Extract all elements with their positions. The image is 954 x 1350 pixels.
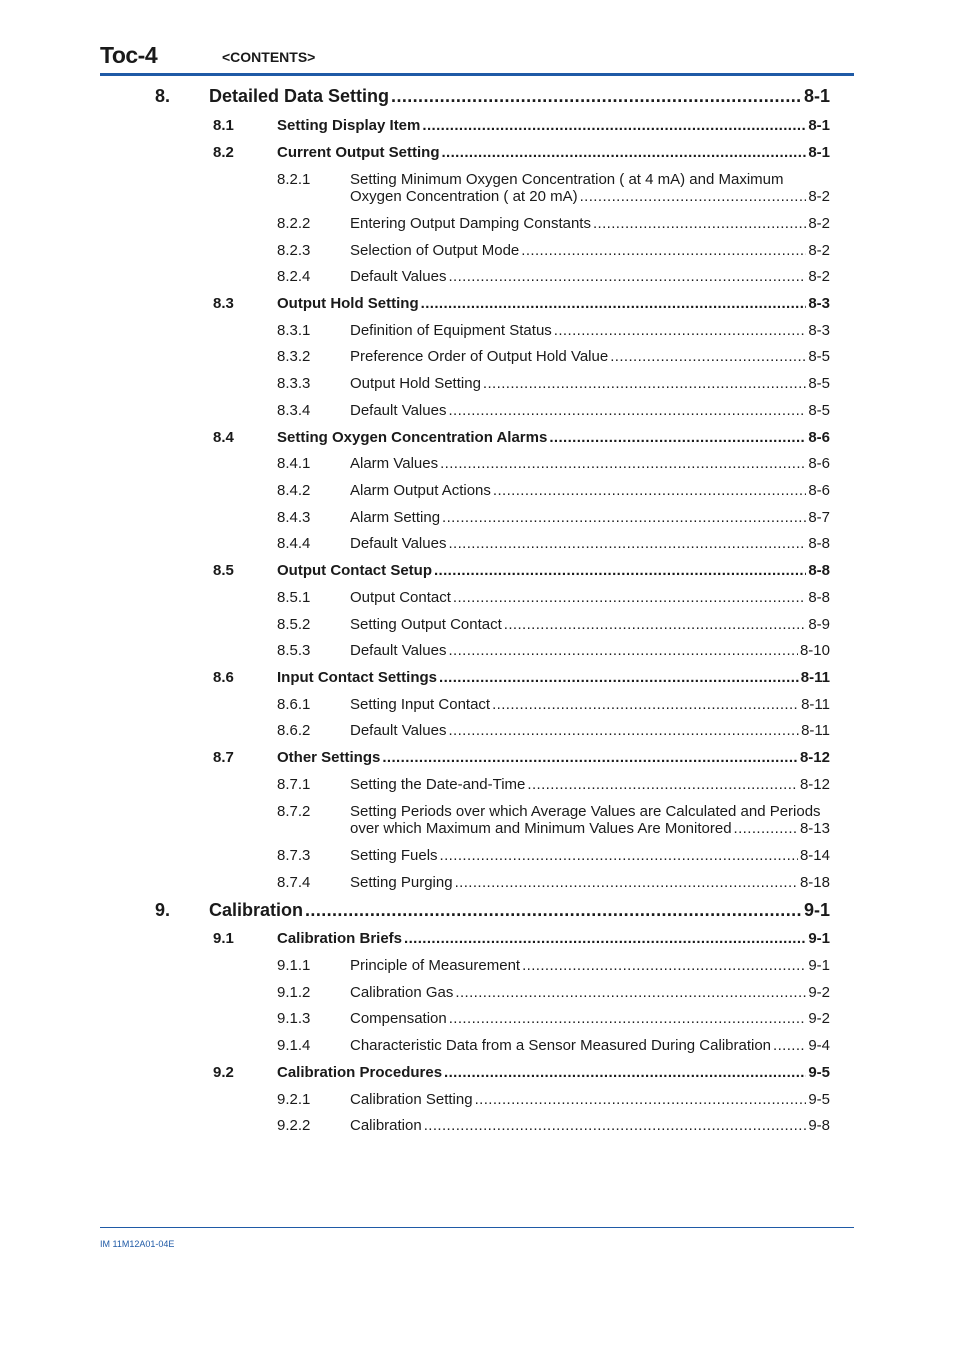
- footer-divider: [100, 1227, 854, 1228]
- toc-number: 9.1.3: [277, 1010, 311, 1027]
- toc-title: Default Values: [350, 402, 447, 419]
- toc-title: Setting Output Contact: [350, 616, 502, 633]
- toc-entry: [277, 930, 830, 947]
- toc-page: 8-8: [808, 589, 830, 606]
- toc-page: 8-12: [799, 749, 830, 766]
- toc-entry: [350, 874, 830, 891]
- toc-title: Calibration Setting: [350, 1091, 473, 1108]
- toc-page: 8-2: [808, 215, 830, 232]
- dot-leader: [483, 375, 806, 392]
- toc-number: 8.7: [213, 749, 234, 766]
- dot-leader: [527, 776, 798, 793]
- toc-page: 8-7: [808, 509, 830, 526]
- toc-number: 8.: [155, 86, 171, 106]
- toc-title: Setting Oxygen Concentration Alarms: [277, 429, 548, 446]
- toc-page: 9-8: [808, 1117, 830, 1134]
- toc-title: Principle of Measurement: [350, 957, 521, 974]
- toc-number: 8.7.3: [277, 847, 311, 864]
- toc-page: 8-11: [801, 722, 830, 739]
- toc-title: Output Contact Setup: [277, 562, 432, 579]
- toc-title: Setting the Date-and-Time: [350, 776, 526, 793]
- toc-page: 8-11: [801, 696, 830, 713]
- toc-number: 8.2.3: [277, 242, 311, 259]
- toc-title-line-2: Oxygen Concentration ( at 20 mA): [350, 188, 578, 205]
- dot-leader: [404, 930, 806, 947]
- toc-page: 9-1: [803, 900, 830, 920]
- toc-number: 8.4.1: [277, 455, 311, 472]
- toc-title: Current Output Setting: [277, 144, 440, 161]
- toc-number: 9.1.2: [277, 984, 311, 1001]
- dot-leader: [448, 722, 799, 739]
- toc-number: 8.2.2: [277, 215, 311, 232]
- toc-entry: [350, 1117, 830, 1134]
- toc-title: Setting Purging: [350, 874, 453, 891]
- toc-page: 9-2: [808, 1010, 830, 1027]
- toc-number: 8.5.1: [277, 589, 311, 606]
- toc-number: 8.2.1: [277, 171, 311, 188]
- toc-number: 8.1: [213, 117, 234, 134]
- toc-entry: [277, 669, 830, 686]
- toc-page: 9-2: [808, 984, 830, 1001]
- toc-entry: [209, 900, 830, 921]
- toc-title: Detailed Data Setting: [209, 86, 390, 106]
- toc-entry: [277, 117, 830, 134]
- toc-page: 8-6: [808, 455, 830, 472]
- dot-leader: [434, 562, 806, 579]
- toc-number: 8.7.2: [277, 803, 311, 820]
- toc-page: 8-18: [799, 874, 830, 891]
- toc-page: 8-8: [808, 535, 830, 552]
- toc-title: Definition of Equipment Status: [350, 322, 552, 339]
- toc-entry: [209, 86, 830, 107]
- toc-number: 8.4: [213, 429, 234, 446]
- toc-title: Alarm Values: [350, 455, 439, 472]
- dot-leader: [453, 589, 806, 606]
- toc-entry: [350, 847, 830, 864]
- toc-entry: [350, 482, 830, 499]
- dot-leader: [440, 455, 806, 472]
- toc-entry: [350, 616, 830, 633]
- toc-title: Input Contact Settings: [277, 669, 437, 686]
- toc-title: Default Values: [350, 535, 447, 552]
- toc-page: 8-10: [799, 642, 830, 659]
- toc-title: Output Hold Setting: [277, 295, 419, 312]
- toc-entry: [350, 375, 830, 392]
- toc-page: 8-5: [808, 375, 830, 392]
- toc-title: Output Contact: [350, 589, 451, 606]
- dot-leader: [448, 642, 798, 659]
- dot-leader: [455, 984, 806, 1001]
- toc-number: 8.3: [213, 295, 234, 312]
- toc-entry: [350, 803, 830, 837]
- toc-title: Setting Display Item: [277, 117, 421, 134]
- toc-entry: [350, 215, 830, 232]
- dot-leader: [448, 268, 806, 285]
- dot-leader: [382, 749, 798, 766]
- dot-leader: [440, 847, 798, 864]
- toc-page: 9-4: [808, 1037, 830, 1054]
- toc-entry: [277, 1064, 830, 1081]
- dot-leader: [734, 820, 798, 837]
- toc-entry: [277, 144, 830, 161]
- toc-page: 8-6: [808, 482, 830, 499]
- toc-entry: [350, 402, 830, 419]
- toc-number: 8.2.4: [277, 268, 311, 285]
- toc-number: 8.3.4: [277, 402, 311, 419]
- dot-leader: [448, 535, 806, 552]
- toc-number: 8.3.3: [277, 375, 311, 392]
- toc-entry: [350, 455, 830, 472]
- toc-entry: [350, 1037, 830, 1054]
- toc-number: 8.7.4: [277, 874, 311, 891]
- toc-page: 8-11: [800, 669, 830, 686]
- toc-entry: [350, 642, 830, 659]
- toc-number: 8.4.4: [277, 535, 311, 552]
- toc-title: Entering Output Damping Constants: [350, 215, 591, 232]
- toc-title-line-1: Setting Minimum Oxygen Concentration ( at 4 mA) and Maximum: [350, 171, 784, 188]
- toc-page: 8-3: [808, 295, 830, 312]
- dot-leader: [444, 1064, 806, 1081]
- toc-title-line-2: over which Maximum and Minimum Values Are Monitored: [350, 820, 732, 837]
- dot-leader: [449, 1010, 807, 1027]
- toc-number: 9.2.2: [277, 1117, 311, 1134]
- dot-leader: [522, 957, 806, 974]
- dot-leader: [773, 1037, 806, 1054]
- toc-page: 8-3: [808, 322, 830, 339]
- toc-entry: [277, 562, 830, 579]
- toc-number: 9.1: [213, 930, 234, 947]
- dot-leader: [442, 509, 806, 526]
- toc-title: Output Hold Setting: [350, 375, 481, 392]
- toc-page: 8-5: [808, 348, 830, 365]
- toc-title: Calibration: [350, 1117, 422, 1134]
- toc-entry: [350, 242, 830, 259]
- dot-leader: [593, 215, 806, 232]
- toc-title: Alarm Setting: [350, 509, 441, 526]
- toc-title: Setting Fuels: [350, 847, 438, 864]
- toc-number: 8.6: [213, 669, 234, 686]
- toc-number: 9.2.1: [277, 1091, 311, 1108]
- toc-title: Calibration Briefs: [277, 930, 403, 947]
- dot-leader: [549, 429, 806, 446]
- dot-leader: [439, 669, 799, 686]
- toc-page: 8-1: [808, 117, 830, 134]
- page-label: Toc-4: [100, 42, 158, 68]
- toc-number: 8.5.3: [277, 642, 311, 659]
- toc-page: 9-5: [808, 1064, 830, 1081]
- toc-title-line-1: Setting Periods over which Average Values are Calculated and Periods: [350, 803, 821, 820]
- toc-title-line-2-row: [350, 820, 830, 837]
- toc-page: 8-1: [808, 144, 830, 161]
- toc-page: 8-1: [803, 86, 830, 106]
- toc-number: 8.7.1: [277, 776, 311, 793]
- toc-page: 8-5: [808, 402, 830, 419]
- dot-leader: [421, 295, 807, 312]
- dot-leader: [305, 900, 802, 921]
- dot-leader: [441, 144, 806, 161]
- toc-page: 8-2: [808, 268, 830, 285]
- toc-number: 8.4.2: [277, 482, 311, 499]
- toc-number: 8.3.1: [277, 322, 311, 339]
- toc-entry: [350, 589, 830, 606]
- toc-number: 8.2: [213, 144, 234, 161]
- toc-entry: [350, 722, 830, 739]
- dot-leader: [422, 117, 806, 134]
- toc-page: 8-6: [808, 429, 830, 446]
- toc-number: 9.1.1: [277, 957, 311, 974]
- toc-page: 9-5: [808, 1091, 830, 1108]
- dot-leader: [424, 1117, 807, 1134]
- toc-title: Compensation: [350, 1010, 447, 1027]
- toc-number: 8.4.3: [277, 509, 311, 526]
- toc-entry: [350, 776, 830, 793]
- toc-page: 9-1: [808, 930, 830, 947]
- dot-leader: [475, 1091, 807, 1108]
- toc-entry: [350, 171, 830, 205]
- toc-number: 9.1.4: [277, 1037, 311, 1054]
- toc-number: 8.3.2: [277, 348, 311, 365]
- toc-title: Default Values: [350, 642, 447, 659]
- toc-entry: [350, 268, 830, 285]
- toc-number: 9.2: [213, 1064, 234, 1081]
- toc-title: Selection of Output Mode: [350, 242, 520, 259]
- toc-entry: [350, 957, 830, 974]
- toc-page: 8-9: [808, 616, 830, 633]
- toc-title: Preference Order of Output Hold Value: [350, 348, 609, 365]
- toc-title: Calibration: [209, 900, 304, 920]
- dot-leader: [554, 322, 807, 339]
- dot-leader: [448, 402, 806, 419]
- toc-entry: [350, 1010, 830, 1027]
- toc-number: 8.5.2: [277, 616, 311, 633]
- toc-entry: [350, 322, 830, 339]
- toc-title: Calibration Procedures: [277, 1064, 443, 1081]
- dot-leader: [492, 696, 799, 713]
- contents-label: <CONTENTS>: [222, 49, 316, 65]
- toc-title: Other Settings: [277, 749, 381, 766]
- toc-entry: [350, 696, 830, 713]
- dot-leader: [521, 242, 806, 259]
- dot-leader: [493, 482, 806, 499]
- dot-leader: [504, 616, 807, 633]
- toc-number: 9.: [155, 900, 171, 920]
- toc-title: Alarm Output Actions: [350, 482, 491, 499]
- toc-entry: [350, 509, 830, 526]
- toc-entry: [277, 429, 830, 446]
- toc-entry: [350, 348, 830, 365]
- dot-leader: [391, 86, 802, 107]
- toc-title: Setting Input Contact: [350, 696, 491, 713]
- toc-entry: [350, 984, 830, 1001]
- toc-page: 8-2: [808, 242, 830, 259]
- toc-title: Default Values: [350, 268, 447, 285]
- toc-entry: [277, 749, 830, 766]
- toc-number: 8.6.1: [277, 696, 311, 713]
- document-number: IM 11M12A01-04E: [100, 1239, 175, 1249]
- dot-leader: [455, 874, 798, 891]
- toc-title: Default Values: [350, 722, 447, 739]
- dot-leader: [610, 348, 806, 365]
- toc-page: 8-8: [808, 562, 830, 579]
- toc-page: 8-13: [799, 820, 830, 837]
- toc-title-line-2-row: [350, 188, 830, 205]
- dot-leader: [580, 188, 807, 205]
- toc-number: 8.6.2: [277, 722, 311, 739]
- toc-entry: [350, 535, 830, 552]
- toc-title: Characteristic Data from a Sensor Measured During Calibration: [350, 1037, 772, 1054]
- toc-page: 8-2: [808, 188, 830, 205]
- toc-page: 8-14: [799, 847, 830, 864]
- toc-title: Calibration Gas: [350, 984, 454, 1001]
- toc-entry: [350, 1091, 830, 1108]
- toc-page: 8-12: [799, 776, 830, 793]
- toc-number: 8.5: [213, 562, 234, 579]
- toc-entry: [277, 295, 830, 312]
- toc-page: 9-1: [808, 957, 830, 974]
